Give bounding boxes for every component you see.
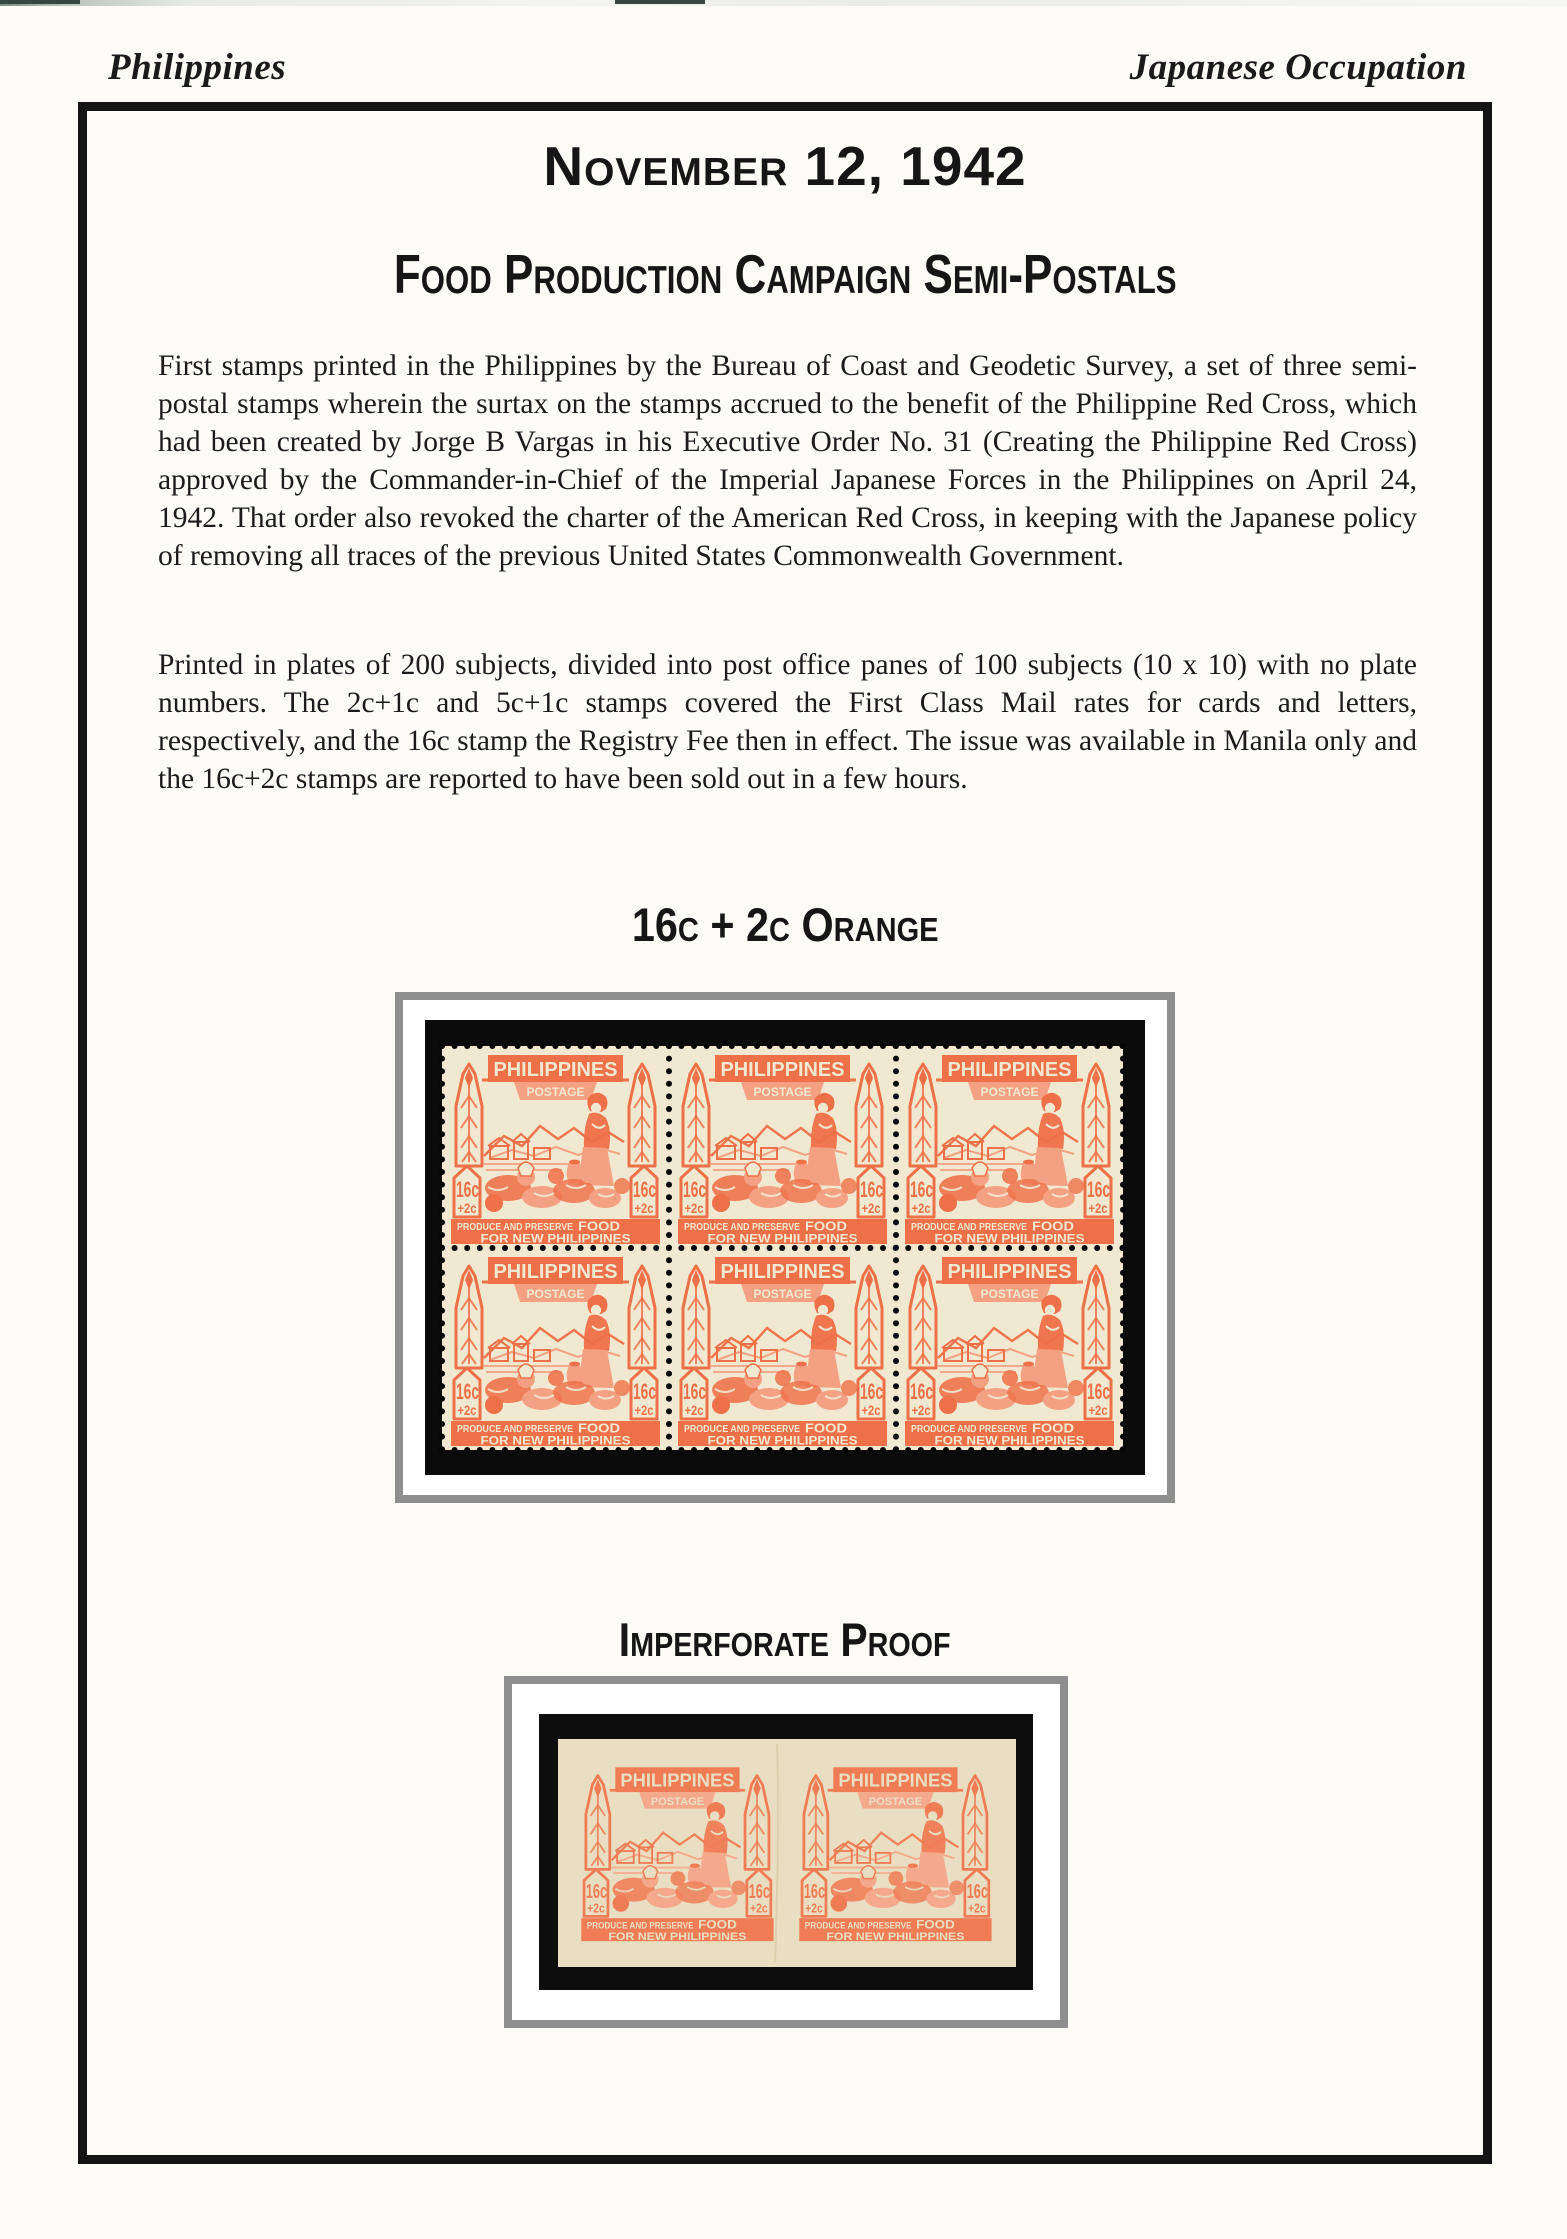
scan-artifact-dash bbox=[615, 0, 705, 4]
imperforate-proof-photo bbox=[504, 1676, 1068, 2028]
header-country: Philippines bbox=[108, 47, 287, 88]
page-subtitle-text: Food Production Campaign Semi-Postals bbox=[393, 243, 1177, 305]
header-period: Japanese Occupation bbox=[1129, 47, 1467, 88]
stamp bbox=[442, 1046, 669, 1248]
black-mount bbox=[425, 1020, 1145, 1475]
stamp bbox=[442, 1248, 669, 1450]
imperforate-proof-pair bbox=[539, 1714, 1033, 1990]
stamp-block-photo bbox=[395, 992, 1175, 1503]
paragraph-history: First stamps printed in the Philippines by the Bureau of Coast and Geodetic Survey, a set of three semi-postal stamps wherein the surtax on the stamps accrued to the benefit of the Philippine Red Cross, which had been created by Jorge B Vargas in his Executive Order No. 31 (Creating the Philippine Red Cross) approved by the Commander-in-Chief of the Imperial Japanese Forces in the Philippines on April 24, 1942. That order also revoked the charter of the American Red Cross, in keeping with the Japanese policy of removing all traces of the previous United States Commonwealth Government. bbox=[158, 350, 1417, 572]
section-heading-imperforate-proof bbox=[78, 1612, 1492, 1667]
scan-artifact-dash bbox=[0, 0, 80, 4]
stamp bbox=[896, 1046, 1123, 1248]
stamp bbox=[896, 1248, 1123, 1450]
section-heading-16c-2c-orange bbox=[78, 897, 1492, 952]
section-heading-text: Imperforate Proof bbox=[619, 1613, 951, 1666]
section-heading-text: 16c + 2c Orange bbox=[631, 898, 939, 951]
black-mount bbox=[539, 1714, 1033, 1990]
scan-edge-artifact bbox=[0, 0, 1567, 6]
page-title bbox=[78, 134, 1492, 198]
page-subtitle bbox=[78, 242, 1492, 306]
stamp-block-of-six bbox=[425, 1020, 1145, 1475]
stamp bbox=[669, 1248, 896, 1450]
page-title-text: November 12, 1942 bbox=[543, 135, 1027, 197]
stamp bbox=[669, 1046, 896, 1248]
paragraph-printing: Printed in plates of 200 subjects, divided into post office panes of 100 subjects (10 x 10) with no plate numbers. The 2c+1c and 5c+1c stamps covered the First Class Mail rates for cards and letters, respectively, and the 16c stamp the Registry Fee then in effect. The issue was available in Manila only and the 16c+2c stamps are reported to have been sold out in a few hours. bbox=[158, 649, 1417, 795]
